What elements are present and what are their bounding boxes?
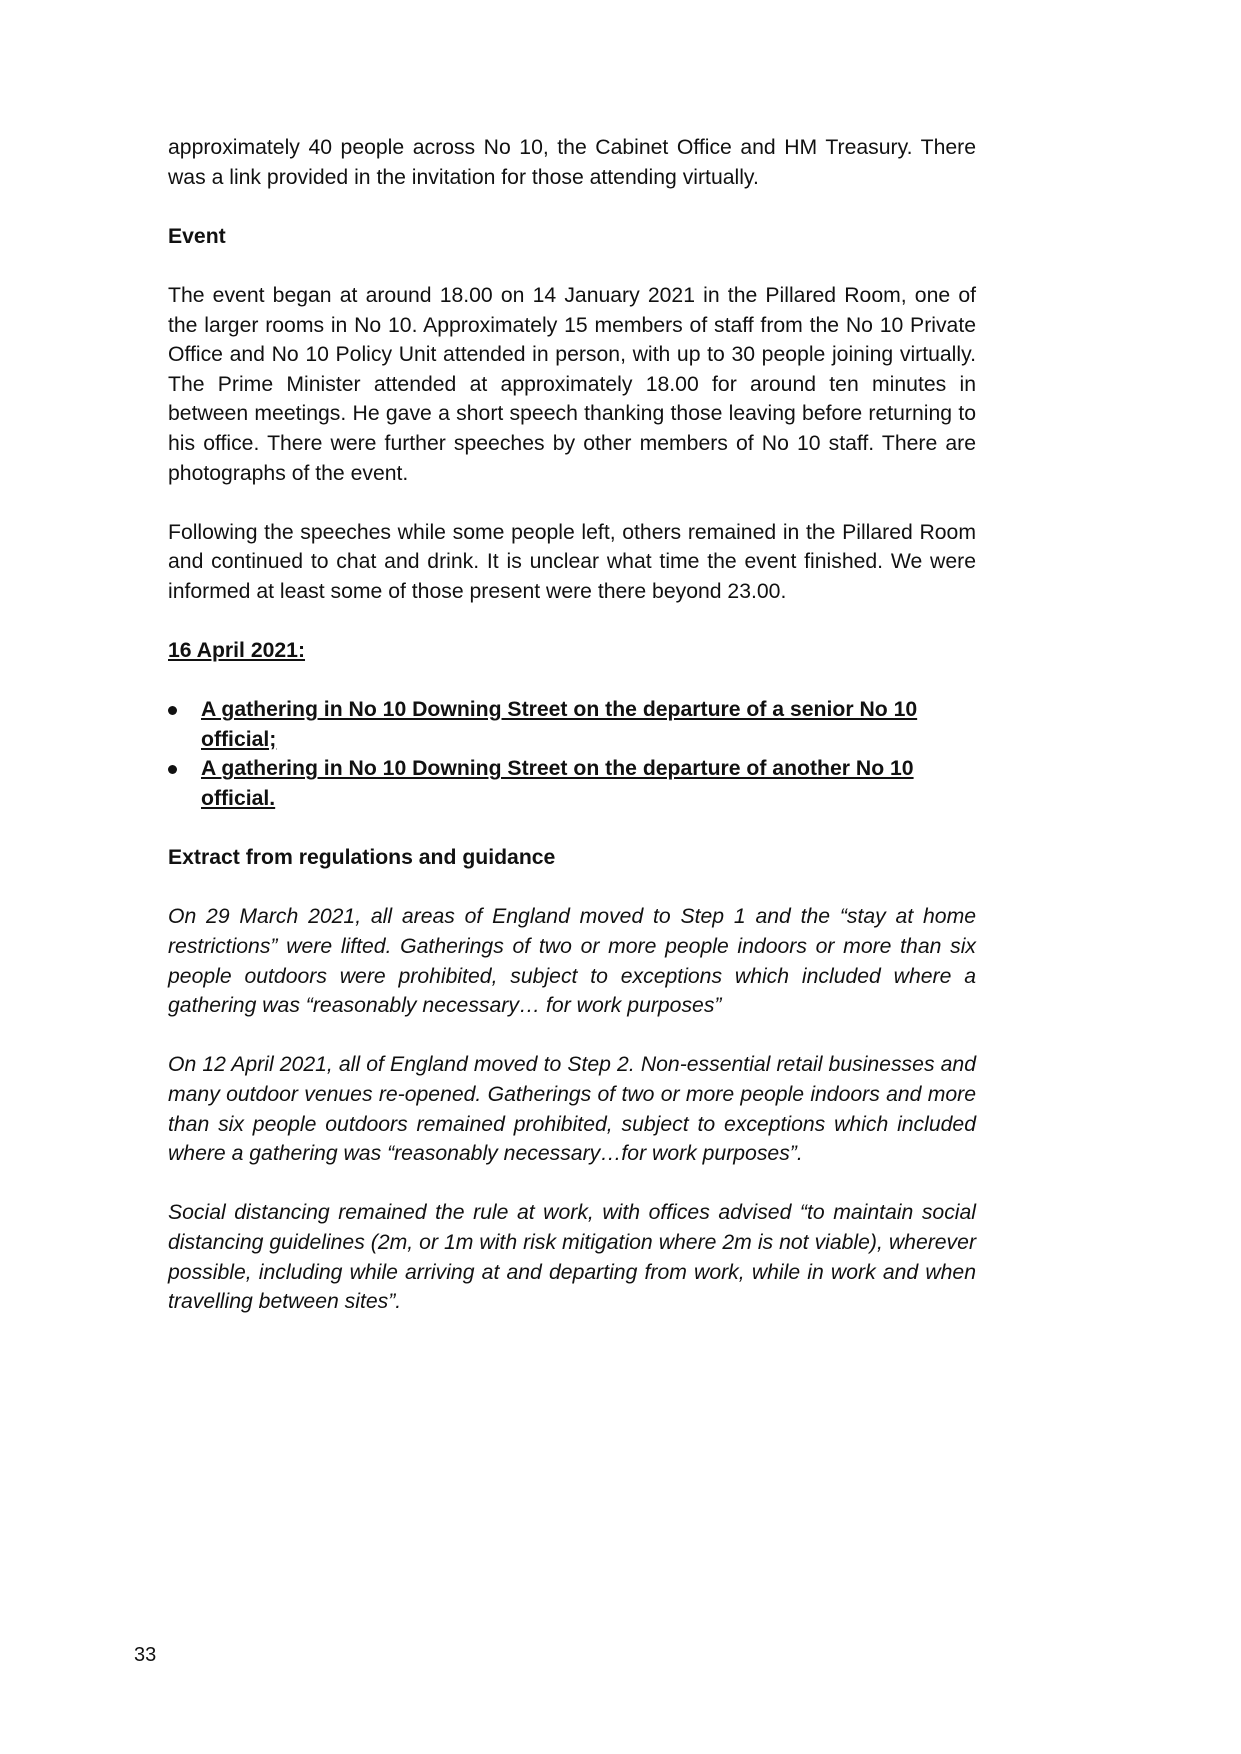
list-item <box>168 695 976 754</box>
event-heading: Event <box>168 224 226 248</box>
bullet-icon <box>168 765 177 774</box>
regulations-heading: Extract from regulations and guidance <box>168 846 556 870</box>
page-number: 33 <box>134 1644 157 1666</box>
event-paragraph-1: The event began at around 18.00 on 14 January 2021 in the Pillared Room, one of the larger rooms in No 10. Approximately 15 members of staff from the No 10 Private Office and No 10 Policy Unit attended in person, with up to 30 people joining virtually. The Prime Minister attended at approximately 18.00 for around ten minutes in between meetings. He gave a short speech thanking those leaving before returning to his office. There were further speeches by other members of No 10 staff. There are photographs of the event. <box>168 283 976 485</box>
regulations-paragraph-1: On 29 March 2021, all areas of England moved to Step 1 and the “stay at home restrictions” were lifted. Gatherings of two or more people indoors or more than six people outdoors were prohibited, subject to exceptions which included where a gathering was “reasonably necessary… for work purposes” <box>168 905 976 1018</box>
bullet-icon <box>168 706 177 715</box>
list-item <box>168 754 976 813</box>
continuation-paragraph: approximately 40 people across No 10, the Cabinet Office and HM Treasury. There was a link provided in the invitation for those attending virtually. <box>168 136 976 189</box>
date-heading: 16 April 2021: <box>168 639 306 663</box>
regulations-paragraph-3: Social distancing remained the rule at work, with offices advised “to maintain social distancing guidelines (2m, or 1m with risk mitigation where 2m is not viable), wherever possible, including while arriving at and departing from work, while in work and when travelling between sites”. <box>168 1201 976 1314</box>
regulations-paragraph-2: On 12 April 2021, all of England moved to Step 2. Non-essential retail businesses and many outdoor venues re-opened. Gatherings of two or more people indoors and more than six people outdoors remained prohibited, subject to exceptions which included where a gathering was “reasonably necessary…for work purposes”. <box>168 1053 976 1166</box>
gatherings-list <box>168 695 976 813</box>
list-item-text: A gathering in No 10 Downing Street on the departure of another No 10 official. <box>201 757 914 811</box>
document-body <box>168 133 976 1346</box>
event-paragraph-2: Following the speeches while some people left, others remained in the Pillared Room and continued to chat and drink. It is unclear what time the event finished. We were informed at least some of those present were there beyond 23.00. <box>168 520 976 603</box>
list-item-text: A gathering in No 10 Downing Street on the departure of a senior No 10 official; <box>201 698 918 751</box>
